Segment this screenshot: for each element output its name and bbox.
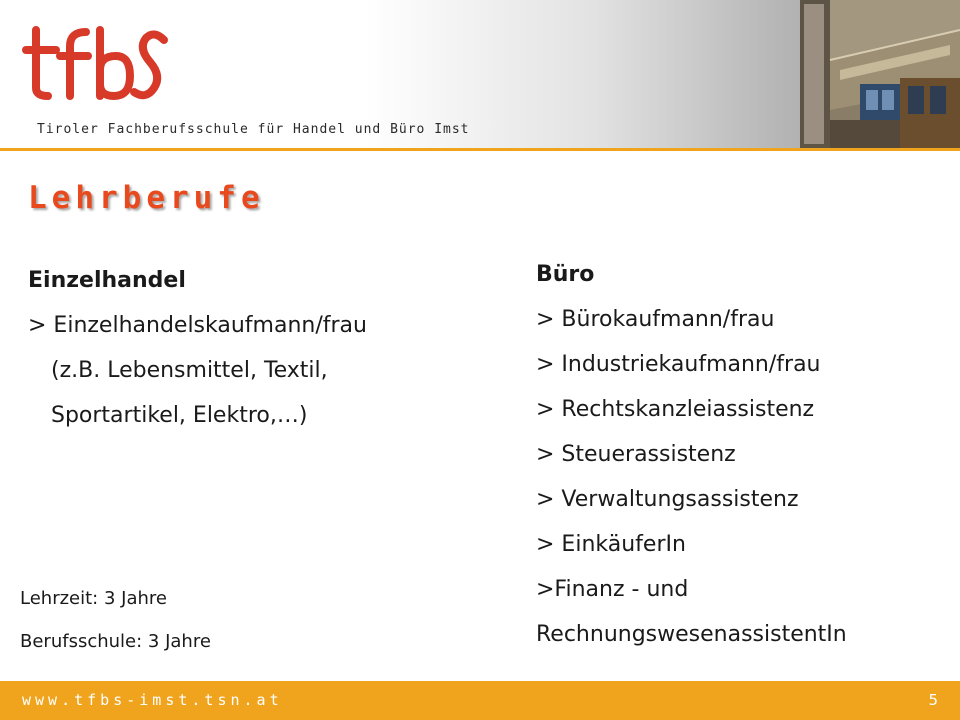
page-number: 5 [928,691,938,709]
list-item: > Einzelhandelskaufmann/frau [28,313,367,338]
page-title: Lehrberufe [28,180,265,216]
header-divider [0,148,960,151]
list-item: > Rechtskanzleiassistenz [536,397,815,422]
berufsschule-text: Berufsschule: 3 Jahre [20,631,211,652]
buero-heading: Büro [536,262,595,287]
lehrzeit-text: Lehrzeit: 3 Jahre [20,588,167,609]
tfbs-logo [22,22,172,102]
training-info [20,577,211,663]
list-item: > Bürokaufmann/frau [536,307,775,332]
einzelhandel-column [28,258,367,438]
list-item: RechnungswesenassistentIn [536,622,847,647]
list-item: > Verwaltungsassistenz [536,487,799,512]
school-building-photo [800,0,960,150]
buero-column [536,252,847,657]
list-item-detail: Sportartikel, Elektro,…) [51,403,308,428]
list-item: > Industriekaufmann/frau [536,352,821,377]
school-tagline: Tiroler Fachberufsschule für Handel und Büro Imst [37,122,470,137]
website-link[interactable]: www.tfbs-imst.tsn.at [22,691,283,709]
list-item-detail: (z.B. Lebensmittel, Textil, [51,358,328,383]
einzelhandel-heading: Einzelhandel [28,268,186,293]
list-item: >Finanz - und [536,577,689,602]
list-item: > Steuerassistenz [536,442,736,467]
header-banner [0,0,960,150]
list-item: > EinkäuferIn [536,532,686,557]
footer-bar [0,681,960,720]
